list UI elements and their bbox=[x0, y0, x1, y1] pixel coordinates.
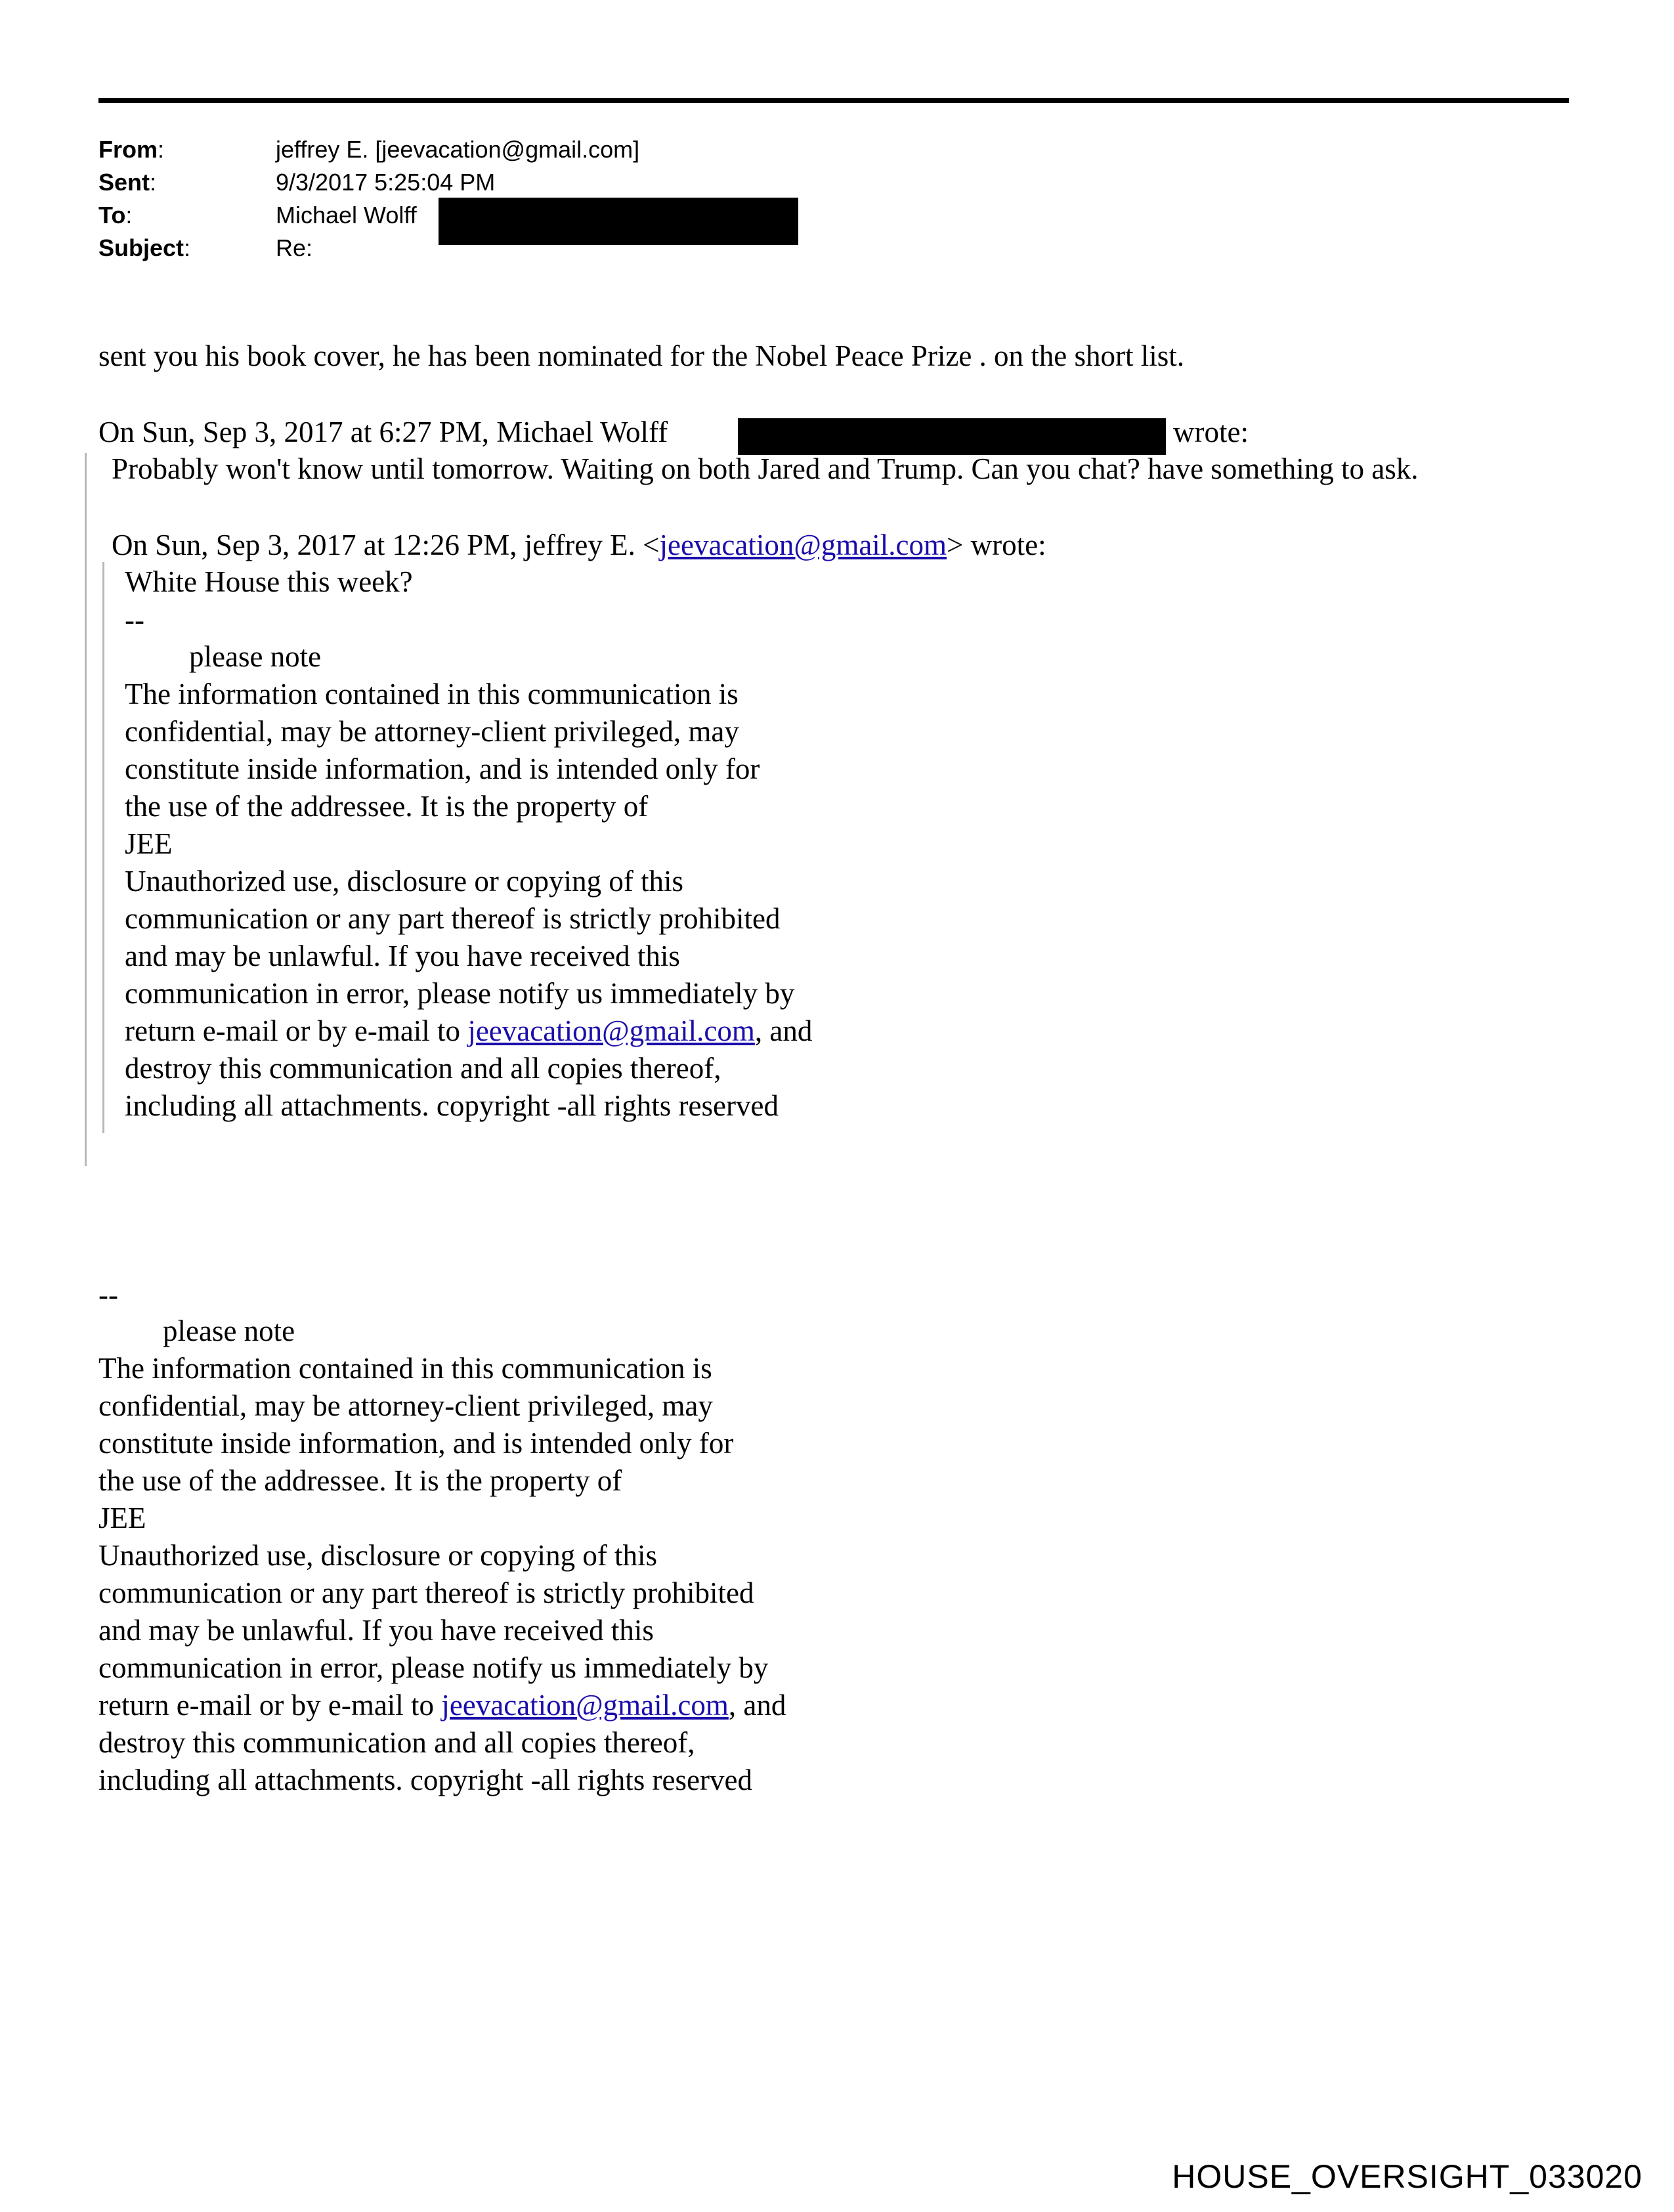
disclaimer-line: confidential, may be attorney-client privileged, may bbox=[98, 1389, 713, 1422]
quote2-disclaimer-line: the use of the addressee. It is the property of bbox=[125, 790, 649, 823]
quote2-disclaimer-line: JEE bbox=[125, 827, 173, 860]
quote2-dashes: -- bbox=[125, 603, 144, 636]
redaction-box bbox=[439, 198, 798, 245]
quote2-disclaimer-line: confidential, may be attorney-client privileged, may bbox=[125, 715, 739, 748]
disclaimer-line: the use of the addressee. It is the property of bbox=[98, 1464, 622, 1497]
disclaimer-line: The information contained in this communication is bbox=[98, 1352, 712, 1385]
disclaimer-line: communication or any part thereof is strictly prohibited bbox=[98, 1576, 754, 1609]
disclaimer-email-link[interactable]: jeevacation@gmail.com bbox=[441, 1689, 729, 1722]
quote2-disclaimer-line: and may be unlawful. If you have received this bbox=[125, 940, 680, 972]
sent-value: 9/3/2017 5:25:04 PM bbox=[276, 169, 496, 196]
disclaimer-line: constitute inside information, and is intended only for bbox=[98, 1427, 734, 1460]
disclaimer-email-link[interactable]: jeevacation@gmail.com bbox=[467, 1014, 755, 1047]
from-label: From bbox=[98, 136, 158, 163]
sent-label: Sent bbox=[98, 169, 150, 196]
quote2-bar bbox=[102, 562, 104, 1133]
quote2-disclaimer-line: constitute inside information, and is intended only for bbox=[125, 752, 760, 785]
disclaimer-line: including all attachments. copyright -all rights reserved bbox=[98, 1764, 752, 1796]
bates-number: HOUSE_OVERSIGHT_033020 bbox=[1172, 2158, 1642, 2195]
disclaimer-line: communication in error, please notify us immediately by bbox=[98, 1651, 769, 1684]
disclaimer-line: JEE bbox=[98, 1502, 146, 1534]
header-rule bbox=[98, 98, 1569, 103]
to-value: Michael Wolff bbox=[276, 202, 417, 228]
reply-text: sent you his book cover, he has been nominated for the Nobel Peace Prize . on the short list. bbox=[98, 339, 1185, 372]
quote2-attribution: On Sun, Sep 3, 2017 at 12:26 PM, jeffrey E. <jeevacation@gmail.com> wrote: bbox=[112, 529, 1046, 561]
disclaimer-return: return e-mail or by e-mail to jeevacation@gmail.com, and bbox=[98, 1689, 786, 1722]
signature-dashes: -- bbox=[98, 1278, 118, 1311]
signature-note: please note bbox=[163, 1314, 295, 1347]
quote2-disclaimer-line: including all attachments. copyright -all rights reserved bbox=[125, 1089, 779, 1122]
quote2-disclaimer-line: destroy this communication and all copies thereof, bbox=[125, 1052, 721, 1085]
quote1-attribution: On Sun, Sep 3, 2017 at 6:27 PM, Michael Wolff bbox=[98, 416, 668, 448]
quote1-wrote: wrote: bbox=[1173, 416, 1249, 448]
quote2-disclaimer-line: communication or any part thereof is strictly prohibited bbox=[125, 902, 781, 935]
quote2-text: White House this week? bbox=[125, 565, 413, 598]
subject-value: Re: bbox=[276, 234, 313, 261]
disclaimer-line: and may be unlawful. If you have received this bbox=[98, 1614, 654, 1647]
quote2-note: please note bbox=[189, 640, 322, 673]
redaction-box bbox=[738, 418, 1166, 455]
quote1-text: Probably won't know until tomorrow. Waiting on both Jared and Trump. Can you chat? have something to ask. bbox=[112, 452, 1419, 485]
quote2-disclaimer-line: communication in error, please notify us immediately by bbox=[125, 977, 795, 1010]
to-label: To bbox=[98, 202, 126, 228]
disclaimer-line: Unauthorized use, disclosure or copying of this bbox=[98, 1539, 658, 1572]
quote1-bar bbox=[85, 453, 87, 1166]
from-value: jeffrey E. [jeevacation@gmail.com] bbox=[276, 136, 640, 163]
quote2-email-link[interactable]: jeevacation@gmail.com bbox=[659, 529, 947, 561]
quote2-disclaimer-line: The information contained in this communication is bbox=[125, 678, 739, 710]
subject-label: Subject bbox=[98, 234, 184, 261]
disclaimer-line: destroy this communication and all copies thereof, bbox=[98, 1726, 695, 1759]
quote2-disclaimer-return: return e-mail or by e-mail to jeevacation@gmail.com, and bbox=[125, 1014, 813, 1047]
quote2-disclaimer-line: Unauthorized use, disclosure or copying of this bbox=[125, 865, 684, 898]
